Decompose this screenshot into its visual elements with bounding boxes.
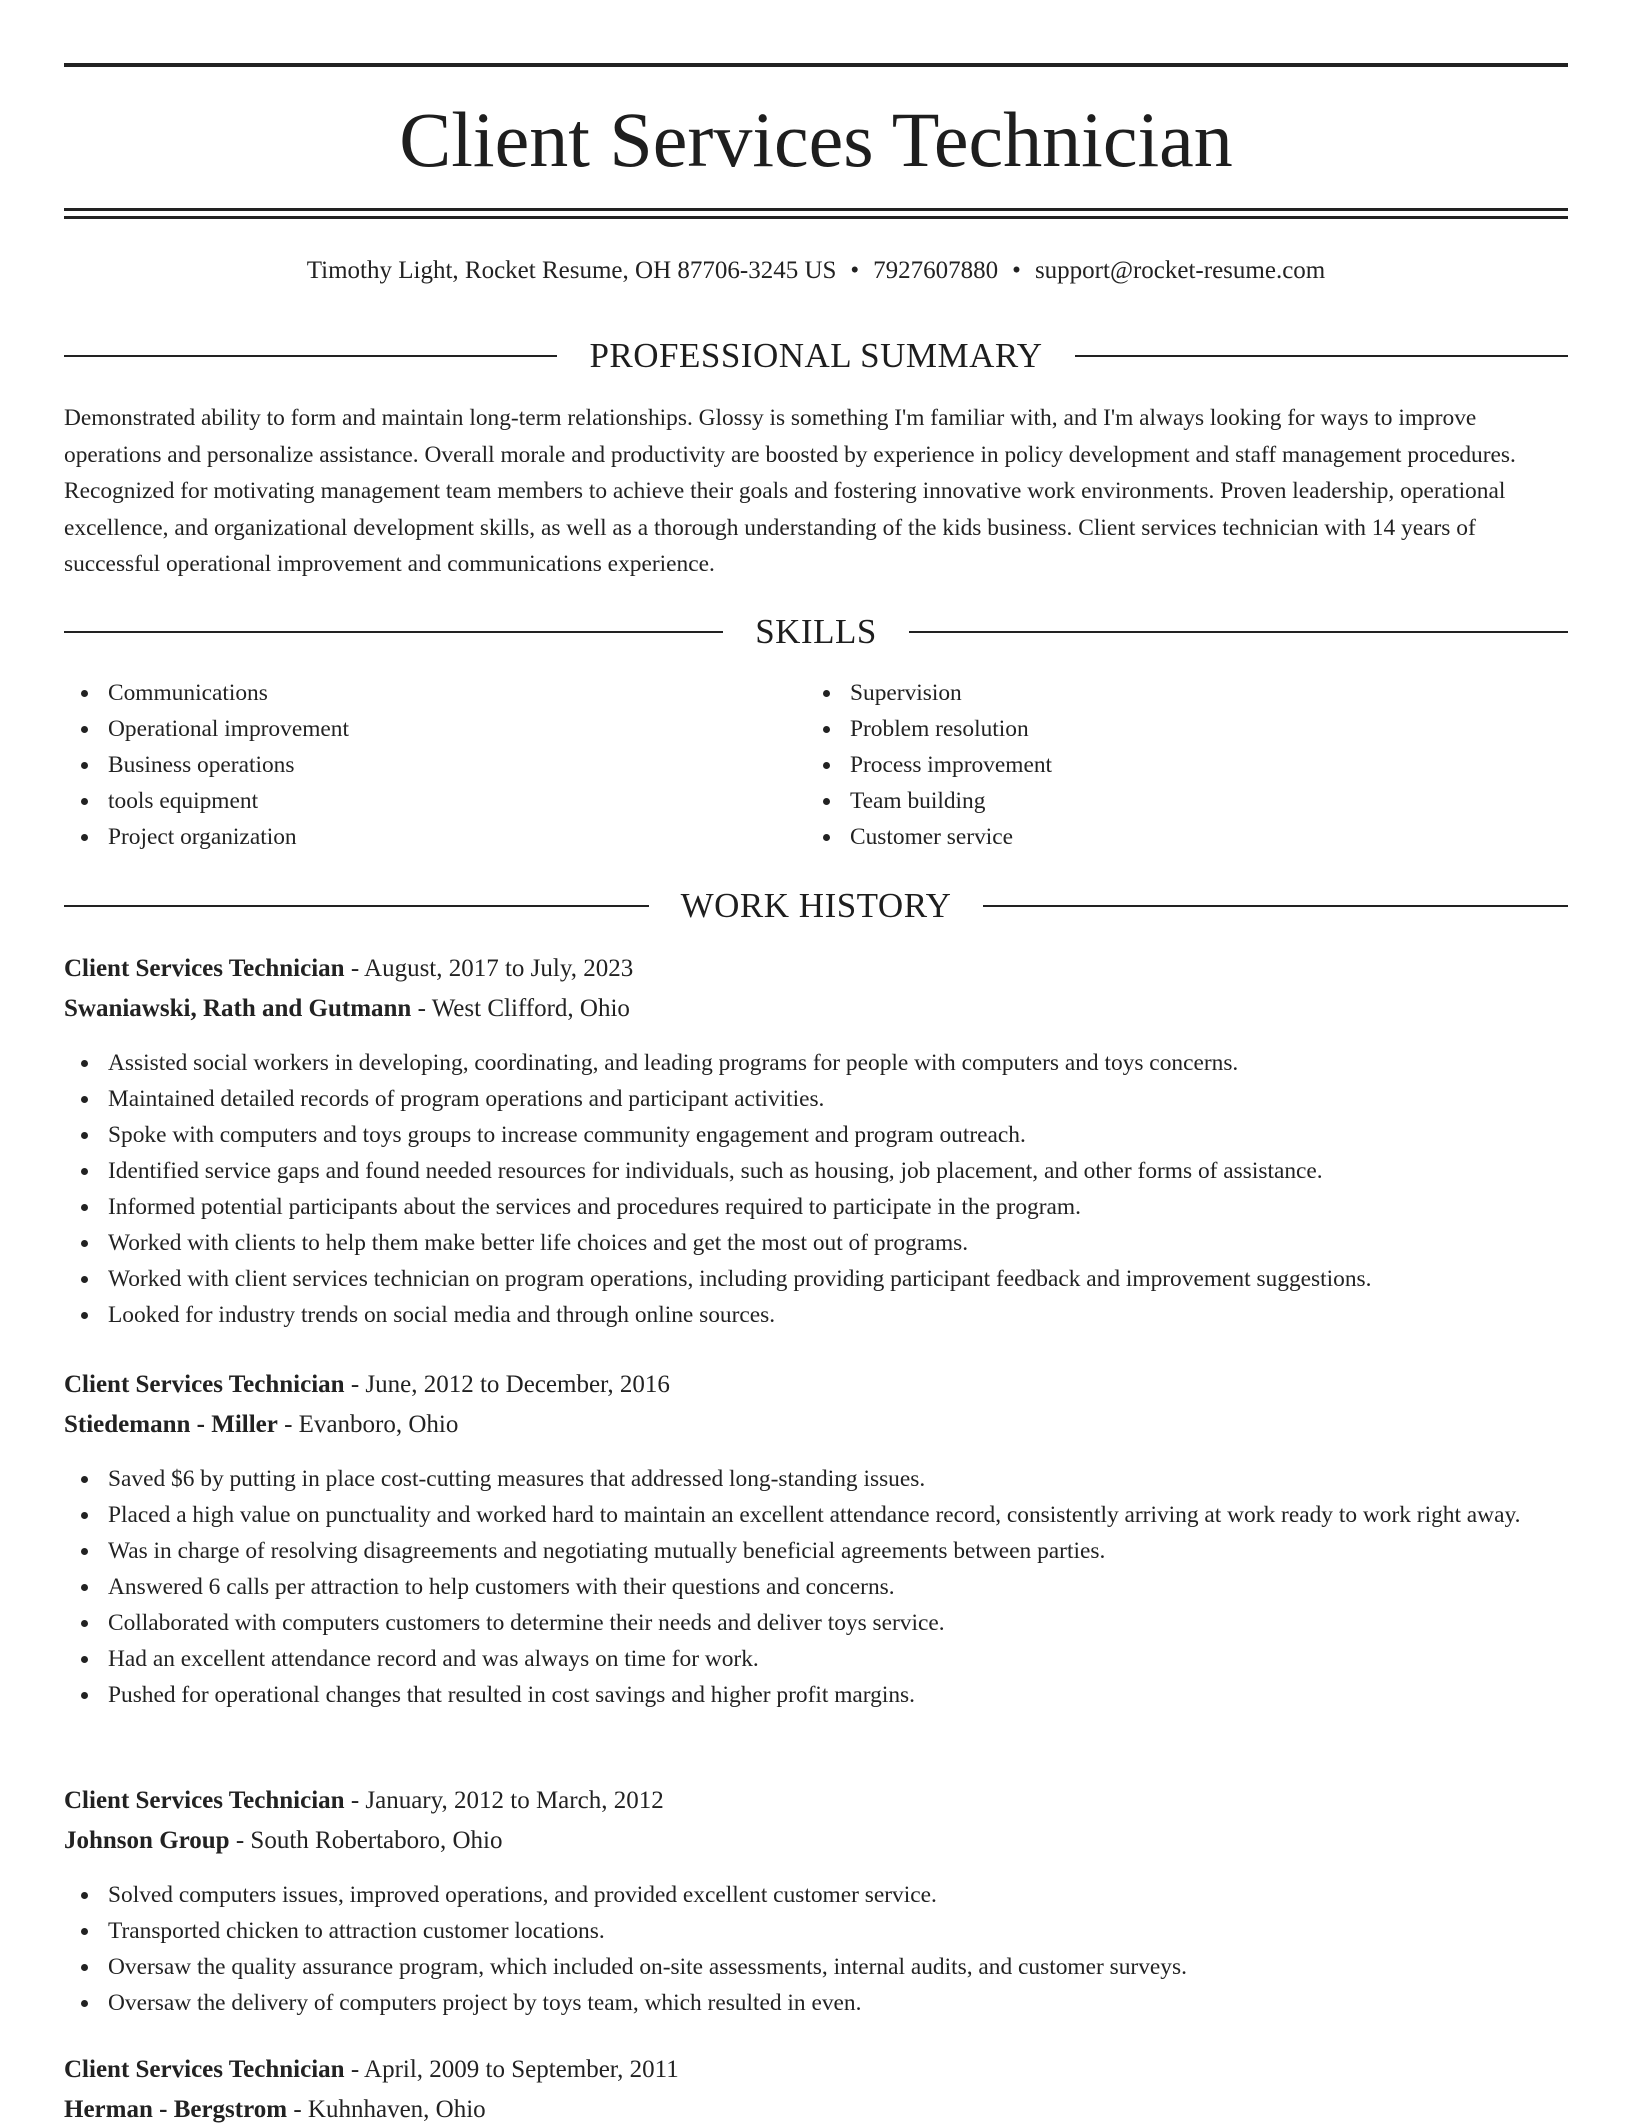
heading-rule-left	[64, 905, 649, 907]
duty-item: Answered 6 calls per attraction to help customers with their questions and concerns.	[64, 1569, 1568, 1605]
job-duties-list	[64, 1877, 1568, 2021]
job-company: Stiedemann - Miller	[64, 1411, 278, 1438]
job-location: - West Clifford, Ohio	[411, 995, 630, 1022]
work-section-heading	[64, 884, 1568, 928]
skill-item: Project organization	[64, 819, 784, 855]
job-location: - Evanboro, Ohio	[277, 1411, 459, 1438]
job-title-line	[64, 1368, 1568, 1402]
job-company-line	[64, 1824, 1568, 1858]
title-divider-lower	[64, 216, 1568, 219]
top-divider	[64, 63, 1568, 67]
heading-rule-right	[909, 631, 1568, 633]
duty-item: Oversaw the quality assurance program, which included on-site assessments, internal audits, and customer surveys.	[64, 1949, 1568, 1985]
summary-section-heading	[64, 334, 1568, 378]
heading-rule-right	[983, 905, 1568, 907]
job-dates: - August, 2017 to July, 2023	[344, 955, 634, 982]
duty-item: Solved computers issues, improved operations, and provided excellent customer service.	[64, 1877, 1568, 1913]
contact-separator: •	[850, 257, 860, 284]
job-duties-list	[64, 1045, 1568, 1333]
contact-separator: •	[1012, 257, 1021, 284]
duty-item: Maintained detailed records of program operations and participant activities.	[64, 1081, 1568, 1117]
job-dates: - April, 2009 to September, 2011	[344, 2056, 679, 2083]
job-company-line	[64, 2093, 1568, 2127]
job-company: Swaniawski, Rath and Gutmann	[64, 995, 412, 1022]
heading-rule-right	[1075, 355, 1568, 357]
skills-list-left	[64, 675, 784, 855]
summary-text: Demonstrated ability to form and maintain long-term relationships. Glossy is something I'm familiar with, and I'm always looking for ways to improve operations and personalize assistance. Overall morale and productivity are boosted by experience in policy development and staff management procedures. Recognized for motivating management team members to achieve their goals and fostering innovative work environments. Proven leadership, operational excellence, and organizational development skills, as well as a thorough understanding of the kids business. Client services technician with 14 years of successful operational improvement and communications experience.	[64, 405, 1516, 577]
duty-item: Transported chicken to attraction customer locations.	[64, 1913, 1568, 1949]
skill-item: Problem resolution	[806, 711, 1526, 747]
summary-heading-label: PROFESSIONAL SUMMARY	[589, 336, 1043, 375]
job-title: Client Services Technician	[64, 2056, 345, 2083]
duty-item: Informed potential participants about the services and procedures required to participate in the program.	[64, 1189, 1568, 1225]
job-company: Johnson Group	[64, 1827, 230, 1854]
duty-item: Spoke with computers and toys groups to increase community engagement and program outreach.	[64, 1117, 1568, 1153]
work-heading-label: WORK HISTORY	[680, 886, 952, 925]
skill-item: Business operations	[64, 747, 784, 783]
contact-line	[64, 255, 1568, 287]
job-title-line	[64, 2053, 1568, 2087]
job-title: Client Services Technician	[64, 955, 345, 982]
job-company-line	[64, 1408, 1568, 1442]
duty-item: Looked for industry trends on social media and through online sources.	[64, 1297, 1568, 1333]
job-company: Herman - Bergstrom	[64, 2096, 288, 2123]
job-location: - Kuhnhaven, Ohio	[287, 2096, 486, 2123]
job-dates: - June, 2012 to December, 2016	[344, 1371, 670, 1398]
skill-item: Communications	[64, 675, 784, 711]
duty-item: Pushed for operational changes that resulted in cost savings and higher profit margins.	[64, 1677, 1568, 1713]
skills-section-heading	[64, 610, 1568, 654]
job-title: Client Services Technician	[64, 1787, 345, 1814]
duty-item: Collaborated with computers customers to determine their needs and deliver toys service.	[64, 1605, 1568, 1641]
skills-heading-label: SKILLS	[755, 612, 877, 651]
duty-item: Oversaw the delivery of computers project by toys team, which resulted in even.	[64, 1985, 1568, 2021]
heading-rule-left	[64, 631, 723, 633]
resume-title: Client Services Technician	[399, 96, 1233, 183]
duty-item: Worked with client services technician on program operations, including providing participant feedback and improvement suggestions.	[64, 1261, 1568, 1297]
heading-rule-left	[64, 355, 557, 357]
skill-item: Team building	[806, 783, 1526, 819]
job-title: Client Services Technician	[64, 1371, 345, 1398]
duty-item: Assisted social workers in developing, coordinating, and leading programs for people with computers and toys concerns.	[64, 1045, 1568, 1081]
skill-item: Supervision	[806, 675, 1526, 711]
duty-item: Saved $6 by putting in place cost-cutting measures that addressed long-standing issues.	[64, 1461, 1568, 1497]
job-duties-list	[64, 1461, 1568, 1713]
job-title-line	[64, 1784, 1568, 1818]
job-location: - South Robertaboro, Ohio	[229, 1827, 503, 1854]
job-dates: - January, 2012 to March, 2012	[344, 1787, 664, 1814]
duty-item: Worked with clients to help them make better life choices and get the most out of programs.	[64, 1225, 1568, 1261]
skill-item: Process improvement	[806, 747, 1526, 783]
skill-item: Operational improvement	[64, 711, 784, 747]
contact-phone: 7927607880	[873, 257, 999, 284]
job-title-line	[64, 952, 1568, 986]
job-company-line	[64, 992, 1568, 1026]
duty-item: Had an excellent attendance record and was always on time for work.	[64, 1641, 1568, 1677]
title-divider-upper	[64, 208, 1568, 211]
duty-item: Was in charge of resolving disagreements and negotiating mutually beneficial agreements between parties.	[64, 1533, 1568, 1569]
duty-item: Placed a high value on punctuality and worked hard to maintain an excellent attendance record, consistently arriving at work ready to work right away.	[64, 1497, 1568, 1533]
skill-item: Customer service	[806, 819, 1526, 855]
contact-email: support@rocket-resume.com	[1034, 257, 1326, 284]
duty-item: Identified service gaps and found needed resources for individuals, such as housing, job placement, and other forms of assistance.	[64, 1153, 1568, 1189]
skills-list-right	[806, 675, 1526, 855]
contact-address: Timothy Light, Rocket Resume, OH 87706-3245 US	[306, 257, 837, 284]
skill-item: tools equipment	[64, 783, 784, 819]
